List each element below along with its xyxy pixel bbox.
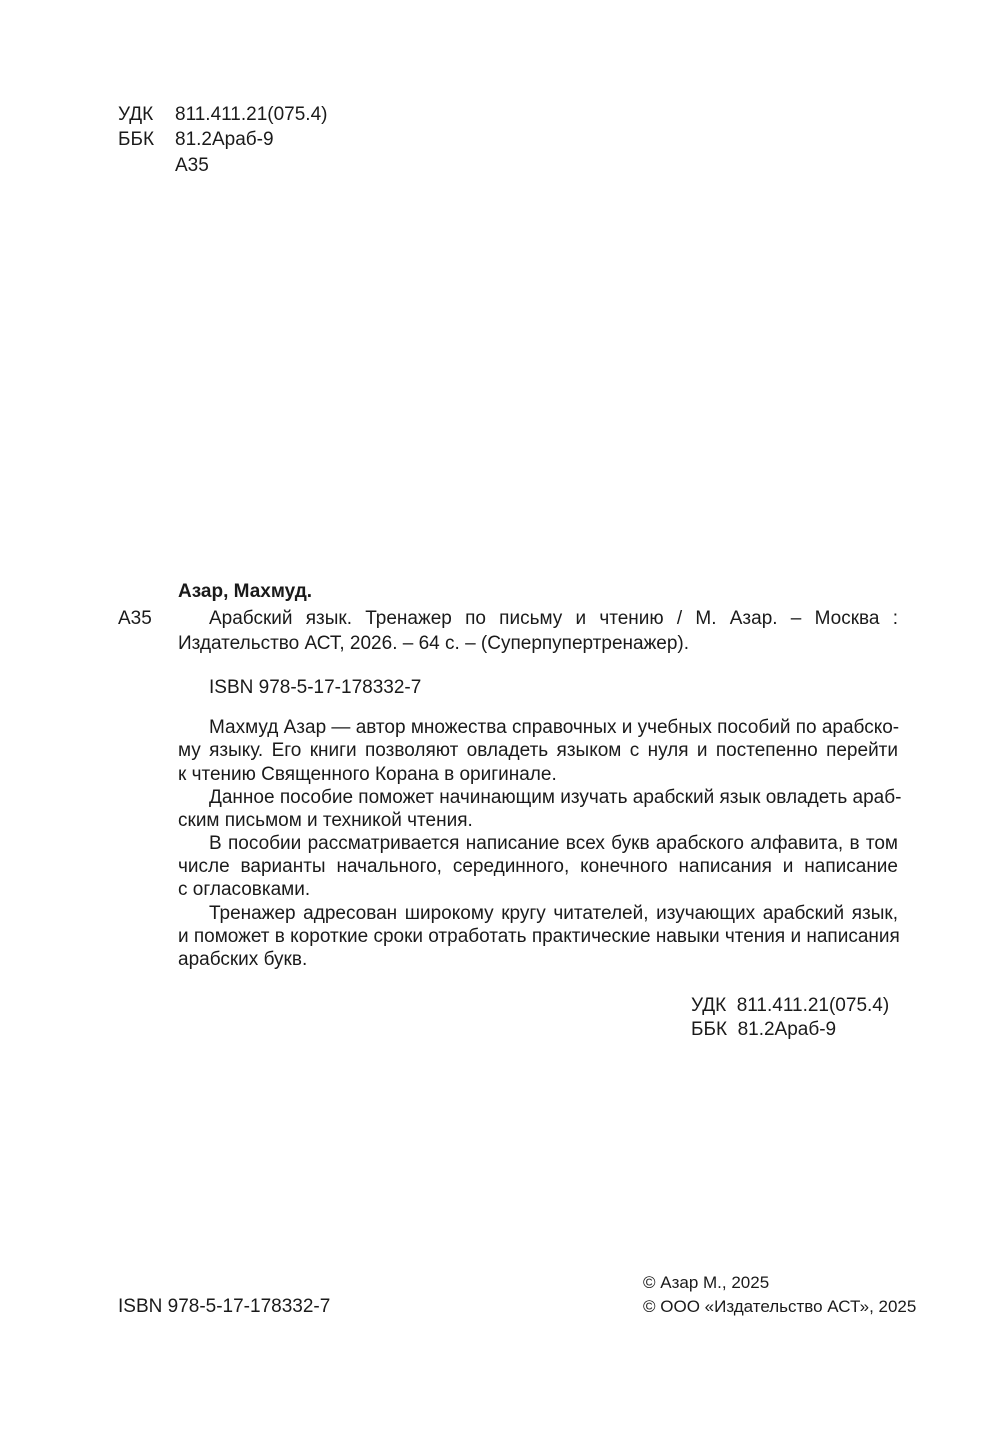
footer-isbn: ISBN 978-5-17-178332-7 (118, 1296, 331, 1317)
title-line-2: Издательство АСТ, 2026. – 64 с. – (Суперпупертренажер). (178, 633, 690, 654)
annotation-line: му языку. Его книги позволяют овладеть языком с нуля и постепенно перейти (178, 740, 898, 761)
bbk-code: ББК 81.2Араб-9 (691, 1019, 837, 1040)
author-heading: Азар, Махмуд. (178, 581, 313, 602)
annotation-line: с огласовками. (178, 879, 311, 900)
udk-code: УДК 811.411.21(075.4) (691, 995, 890, 1016)
annotation-line: Данное пособие поможет начинающим изучать арабский язык овладеть араб- (209, 787, 902, 808)
annotation-line: арабских букв. (178, 949, 308, 970)
bbk-label: ББК (118, 129, 155, 150)
record-isbn: ISBN 978-5-17-178332-7 (209, 677, 422, 698)
annotation-line: числе варианты начального, серединного, конечного написания и написание (178, 856, 898, 877)
title-line-1: Арабский язык. Тренажер по письму и чтению / М. Азар. – Москва : (209, 608, 898, 629)
annotation-line: Махмуд Азар — автор множества справочных и учебных пособий по арабско- (209, 717, 900, 738)
copyright-author: © Азар М., 2025 (643, 1273, 770, 1292)
udk-label: УДК (118, 104, 154, 125)
annotation-line: и поможет в короткие сроки отработать практические навыки чтения и написания (178, 926, 900, 947)
bbk-value: 81.2Араб-9 (175, 129, 274, 150)
author-mark-top: А35 (175, 155, 209, 176)
annotation-line: к чтению Священного Корана в оригинале. (178, 764, 557, 785)
annotation-line: Тренажер адресован широкому кругу читателей, изучающих арабский язык, (209, 903, 898, 924)
author-mark: А35 (118, 608, 152, 629)
annotation-line: ским письмом и техникой чтения. (178, 810, 473, 831)
udk-value: 811.411.21(075.4) (175, 104, 328, 125)
annotation-line: В пособии рассматривается написание всех букв арабского алфавита, в том (209, 833, 898, 854)
copyright-publisher: © ООО «Издательство АСТ», 2025 (643, 1297, 917, 1316)
